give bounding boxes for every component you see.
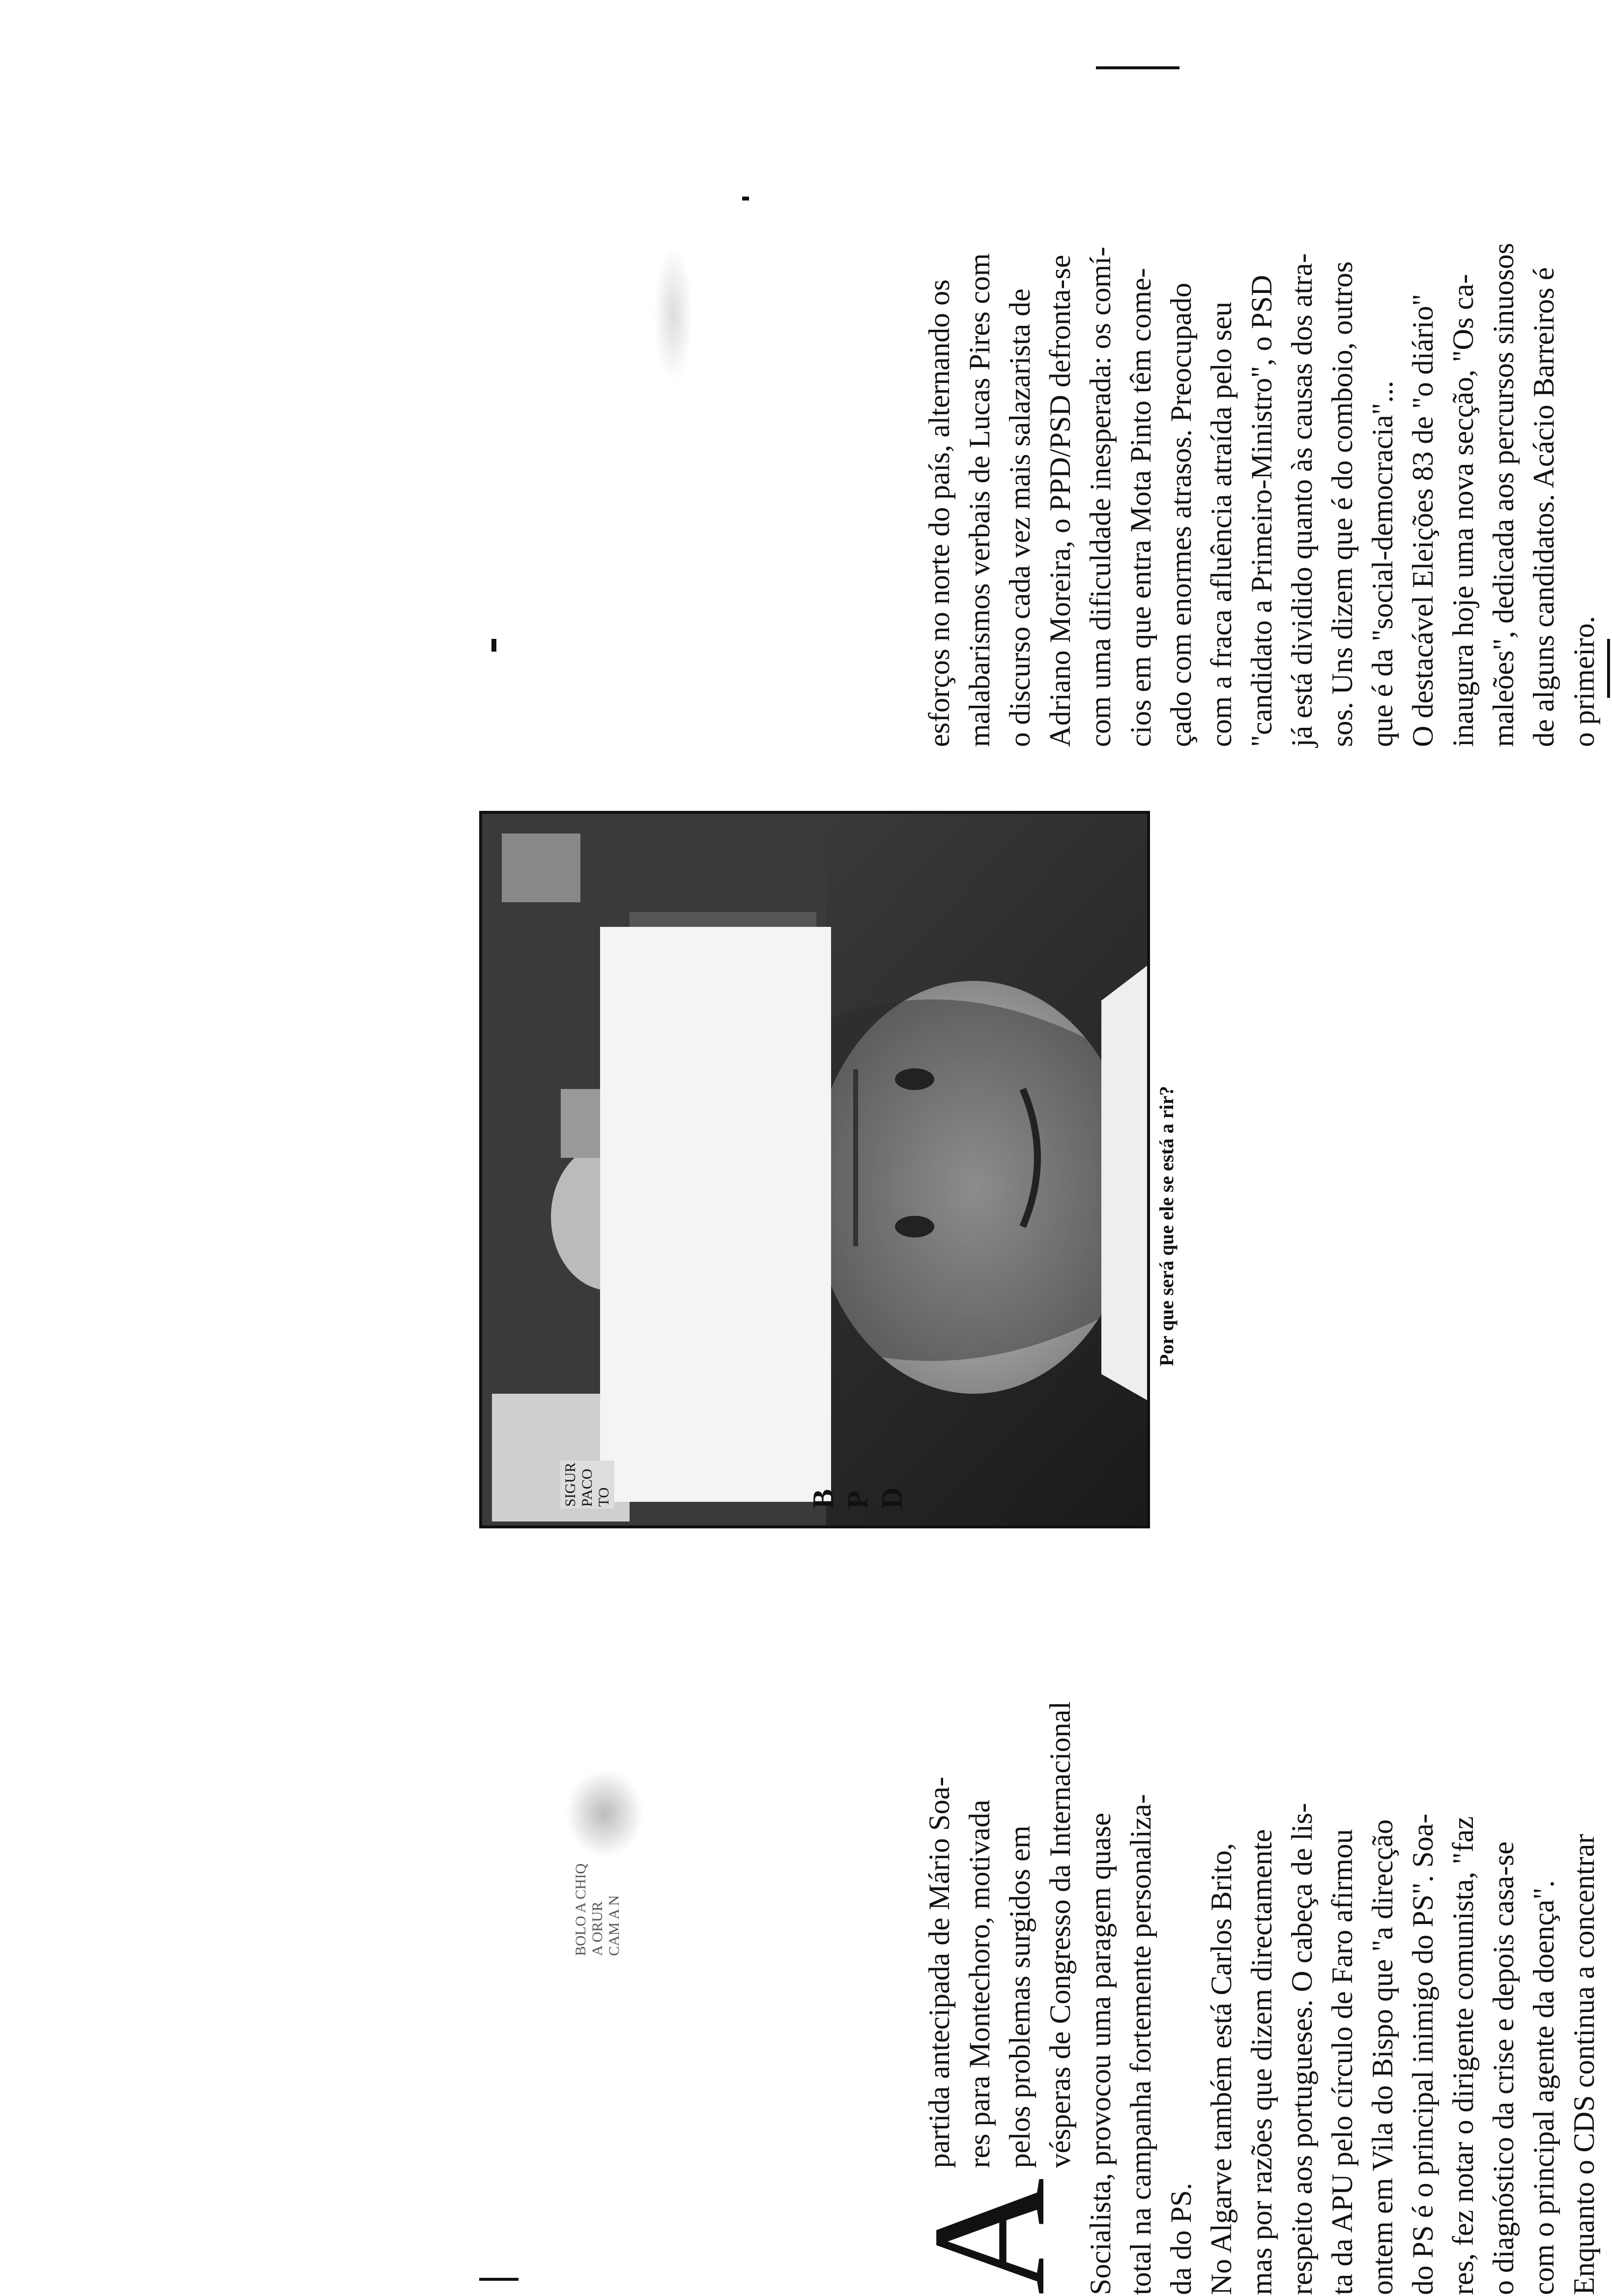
text-line: ontem em Vila do Bispo que "a direcção [1366,1819,1399,2295]
text-line: vésperas de Congresso da Internacional [1044,1701,1076,2168]
poster-letter: B [807,1489,839,1509]
text-line: o diagnóstico da crise e depois casa-se [1487,1841,1520,2295]
article-column-left [899,1558,1604,2295]
text-line: total na campanha fortemente personaliza- [1124,1794,1157,2295]
text-line: respeito aos portugueses. O cabeça de lis- [1286,1803,1318,2295]
photo-image [482,814,1150,1528]
scan-noise [654,246,693,383]
sign-text: SIGUR PACO TO [560,1461,614,1509]
text-line: pelos problemas surgidos em [1004,1825,1036,2168]
dropcap: A [899,2178,1079,2295]
text-line: do PS é o principal inimigo do PS". Soa- [1407,1813,1439,2295]
ink-speck [742,197,749,201]
text-line: já está dividido quanto às causas dos atra- [1286,253,1318,747]
text-line: com o principal agente da doença". [1527,1880,1560,2295]
text-line: com a fraca afluência atraída pelo seu [1205,301,1238,747]
text-line: da do PS. [1165,2182,1197,2295]
text-line: o discurso cada vez mais salazarista de [1004,288,1036,747]
bottom-left-rule [479,2278,518,2281]
text-line: res para Montechoro, motivada [963,1799,996,2168]
photo-caption: Por que será que ele se está a rir? [1155,1086,1178,1366]
text-line: Adriano Moreira, o PPD/PSD defronta-se [1044,255,1076,747]
article-column-right [919,59,1604,747]
margin-smudge: BOLO A CHIQ A ORUR CAM A N [573,1863,622,1956]
poster-letters [806,1488,909,1509]
text-line: Enquanto o CDS continua a concentrar [1568,1834,1600,2295]
text-line: O destacável Eleições 83 de "o diário" [1407,294,1439,747]
text-line: "candidato a Primeiro-Ministro", o PSD [1245,275,1278,747]
text-line: Socialista, provocou uma paragem quase [1084,1812,1117,2295]
ink-speck [491,639,496,652]
text-line: sos. Uns dizem que é do comboio, outros [1326,261,1358,747]
text-line: partida antecipada de Mário Soa- [923,1777,955,2168]
text-line: que é da "social-democracia"... [1366,380,1399,747]
text-line: com uma dificuldade inesperada: os comí- [1084,247,1117,747]
poster-letter: P [841,1491,874,1509]
text-line: çado com enormes atrasos. Preocupado [1165,283,1197,747]
text-line: de alguns candidatos. Acácio Barreiros é [1527,267,1560,747]
right-edge-mark [1607,639,1610,698]
text-line: cios em que entra Mota Pinto têm come- [1124,268,1157,747]
text-line: mas por razões que dizem directamente [1245,1829,1278,2295]
news-photo [479,811,1150,1528]
text-line: o primeiro. [1568,616,1600,747]
text-line: ta da APU pelo círculo de Faro afirmou [1326,1829,1358,2295]
poster-letter: D [876,1487,908,1509]
text-line: maleões", dedicada aos percursos sinuosos [1487,243,1520,747]
text-line: esforços no norte do país, alternando os [923,279,955,747]
text-line: res, fez notar o dirigente comunista, "faz [1447,1816,1479,2295]
text-line: No Algarve também está Carlos Brito, [1205,1843,1238,2295]
text-line: inaugura hoje uma nova secção, "Os ca- [1447,274,1479,747]
scan-noise [565,1769,644,1858]
text-line: malabarismos verbais de Lucas Pires com [963,253,996,747]
